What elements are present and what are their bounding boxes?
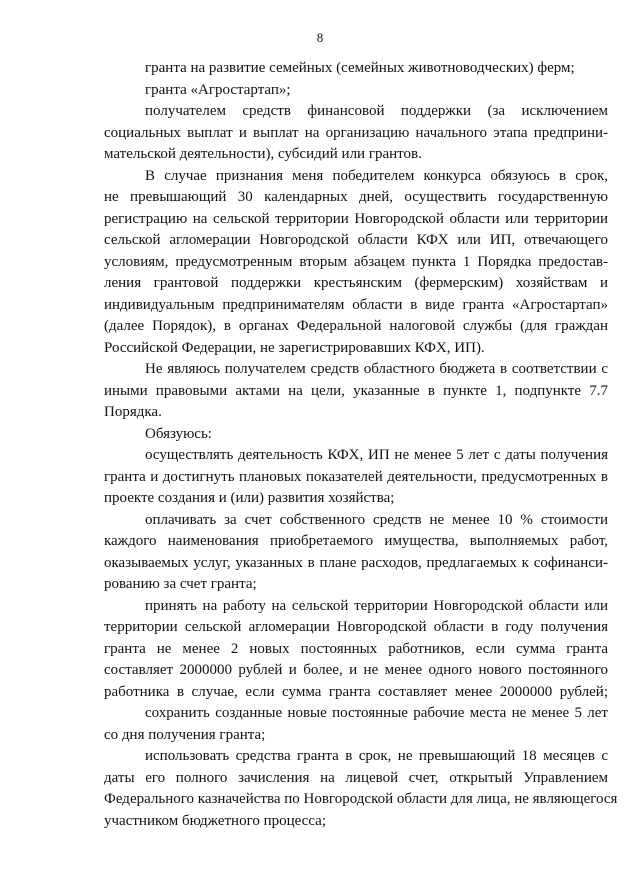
text-line: гранта на развитие семейных (семейных животноводческих) ферм; <box>145 60 575 76</box>
text-line: участником бюджетного процесса; <box>104 813 327 829</box>
text-line: гранта «Агростартап»; <box>145 82 291 98</box>
text-line: иными правовыми актами на цели, указанные в пункте 1, подпункте 7.7 <box>104 383 608 399</box>
text-line: оказываемых услуг, указанных в плане расходов, предлагаемых к софинанси- <box>104 555 608 571</box>
text-line: социальных выплат и выплат на организацию начального этапа предприни- <box>104 125 608 141</box>
text-line: оплачивать за счет собственного средств не менее 10 % стоимости <box>145 512 608 528</box>
text-line: гранта не менее 2 новых постоянных работников, если сумма гранта <box>104 641 608 657</box>
text-line: не превышающий 30 календарных дней, осуществить государственную <box>104 189 608 205</box>
text-line: В случае признания меня победителем конкурса обязуюсь в срок, <box>145 168 608 184</box>
text-line: Обязуюсь: <box>145 426 212 442</box>
text-line: составляет 2000000 рублей и более, и не менее одного нового постоянного <box>104 662 608 678</box>
text-line: гранта и достигнуть плановых показателей деятельности, предусмотренных в <box>104 469 608 485</box>
text-line: Порядка. <box>104 404 162 420</box>
text-line: сельской агломерации Новгородской области КФХ или ИП, отвечающего <box>104 232 608 248</box>
text-line: со дня получения гранта; <box>104 727 266 743</box>
text-line: ления грантовой поддержки крестьянским (фермерским) хозяйствам и <box>104 275 608 291</box>
text-line: осуществлять деятельность КФХ, ИП не менее 5 лет с даты получения <box>145 447 608 463</box>
text-line: использовать средства гранта в срок, не превышающий 18 месяцев с <box>145 748 608 764</box>
text-line: принять на работу на сельской территории Новгородской области или <box>145 598 608 614</box>
text-line: получателем средств финансовой поддержки (за исключением <box>145 103 608 119</box>
text-line: (далее Порядок), в органах Федеральной налоговой службы (для граждан <box>104 318 608 334</box>
text-line: сохранить созданные новые постоянные рабочие места не менее 5 лет <box>145 705 608 721</box>
text-line: территории сельской агломерации Новгородской области в году получения <box>104 619 608 635</box>
text-line: регистрацию на сельской территории Новгородской области или территории <box>104 211 608 227</box>
text-line: Федерального казначейства по Новгородской области для лица, не являющегося <box>104 791 618 807</box>
text-line: мательской деятельности), субсидий или грантов. <box>104 146 422 162</box>
text-line: Не являюсь получателем средств областного бюджета в соответствии с <box>145 361 608 377</box>
text-line: каждого наименования приобретаемого имущества, выполняемых работ, <box>104 533 608 549</box>
text-line: рованию за счет гранта; <box>104 576 257 592</box>
text-line: проекте создания и (или) развития хозяйства; <box>104 490 395 506</box>
text-line: условиям, предусмотренным вторым абзацем пункта 1 Порядка предостав- <box>104 254 608 270</box>
text-line: индивидуальным предпринимателям области в виде гранта «Агростартап» <box>104 297 608 313</box>
page-number: 8 <box>316 30 324 45</box>
text-line: даты его полного зачисления на лицевой счет, открытый Управлением <box>104 770 608 786</box>
text-line: работника в случае, если сумма гранта составляет менее 2000000 рублей; <box>104 684 608 700</box>
text-line: Российской Федерации, не зарегистрировавших КФХ, ИП). <box>104 340 485 356</box>
